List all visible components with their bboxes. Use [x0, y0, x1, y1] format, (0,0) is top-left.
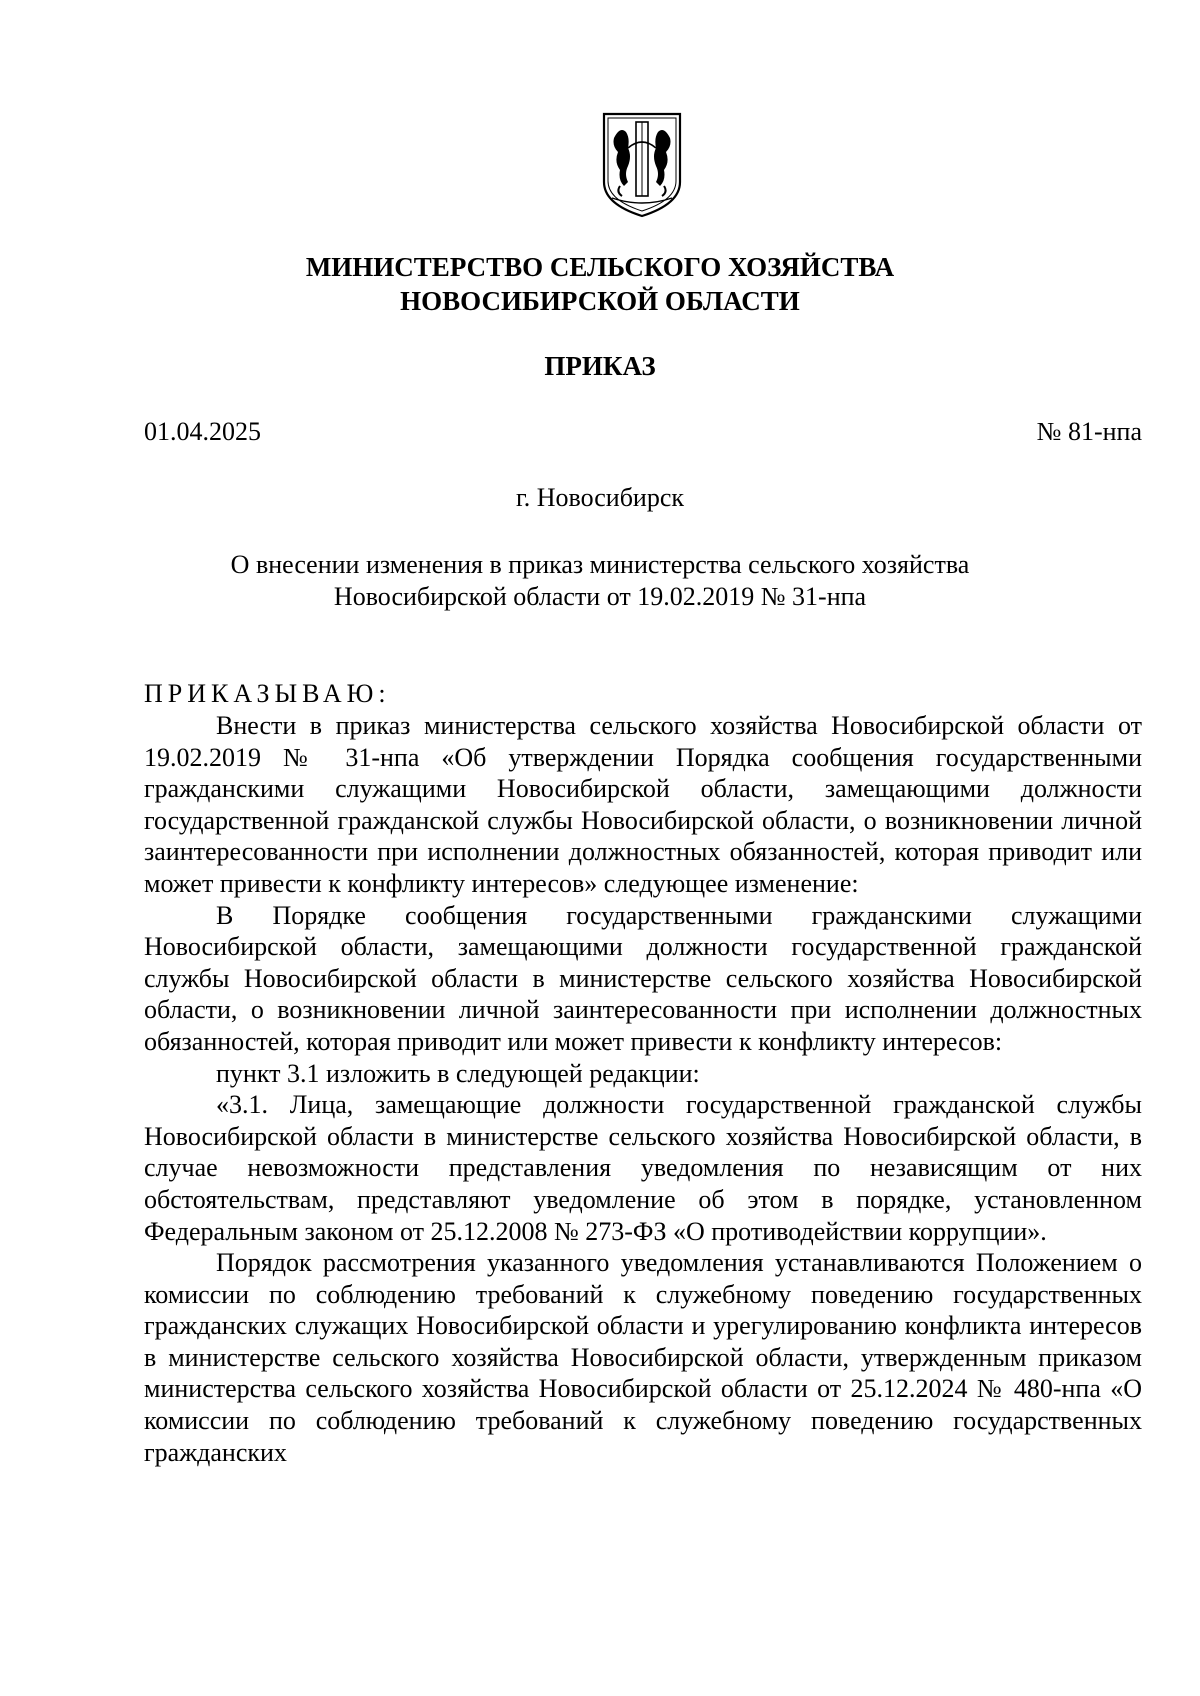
body-paragraph-1: Внести в приказ министерства сельского хозяйства Новосибирской области от 19.02.2019 № 31-нпа «Об утверждении Порядка сообщения государственными гражданскими служащими Новосибирской области, замещающими должности государственной гражданской службы Новосибирской области, о возникновении личной заинтересованности при исполнении должностных обязанностей, которая приводит или может привести к конфликту интересов» следующее изменение:	[144, 711, 1142, 898]
document-date: 01.04.2025	[144, 417, 261, 446]
document-subject-line1: О внесении изменения в приказ министерства сельского хозяйства	[230, 550, 970, 579]
document-subject-line2: Новосибирской области от 19.02.2019 № 31-нпа	[333, 582, 867, 611]
ministry-name-line2: НОВОСИБИРСКОЙ ОБЛАСТИ	[400, 286, 800, 316]
document-type-title: ПРИКАЗ	[544, 351, 656, 381]
document-body	[144, 710, 1142, 1468]
body-paragraph-2: В Порядке сообщения государственными гражданскими служащими Новосибирской области, замещающими должности государственной гражданской службы Новосибирской области в министерстве сельского хозяйства Новосибирской области, о возникновении личной заинтересованности при исполнении должностных обязанностей, которая приводит или может привести к конфликту интересов:	[144, 900, 1142, 1056]
ministry-name-line1: МИНИСТЕРСТВО СЕЛЬСКОГО ХОЗЯЙСТВА	[305, 252, 895, 282]
document-number: № 81-нпа	[1036, 417, 1142, 446]
document-city: г. Новосибирск	[515, 483, 685, 512]
novosibirsk-coat-of-arms-icon	[598, 108, 686, 220]
body-paragraph-5: Порядок рассмотрения указанного уведомления устанавливаются Положением о комиссии по соблюдению требований к служебному поведению государственных гражданских служащих Новосибирской области и урегулированию конфликта интересов в министерстве сельского хозяйства Новосибирской области, утвержденным приказом министерства сельского хозяйства Новосибирской области от 25.12.2024 № 480-нпа «О комиссии по соблюдению требований к служебному поведению государственных гражданских	[144, 1248, 1142, 1467]
body-paragraph-4: «3.1. Лица, замещающие должности государственной гражданской службы Новосибирской области в министерстве сельского хозяйства Новосибирской области, в случае невозможности представления уведомления по независящим от них обстоятельствам, представляют уведомление об этом в порядке, установленном Федеральным законом от 25.12.2008 № 273-ФЗ «О противодействии коррупции».	[144, 1090, 1142, 1246]
order-word: ПРИКАЗЫВАЮ:	[144, 679, 391, 708]
body-paragraph-3: пункт 3.1 изложить в следующей редакции:	[216, 1058, 700, 1088]
